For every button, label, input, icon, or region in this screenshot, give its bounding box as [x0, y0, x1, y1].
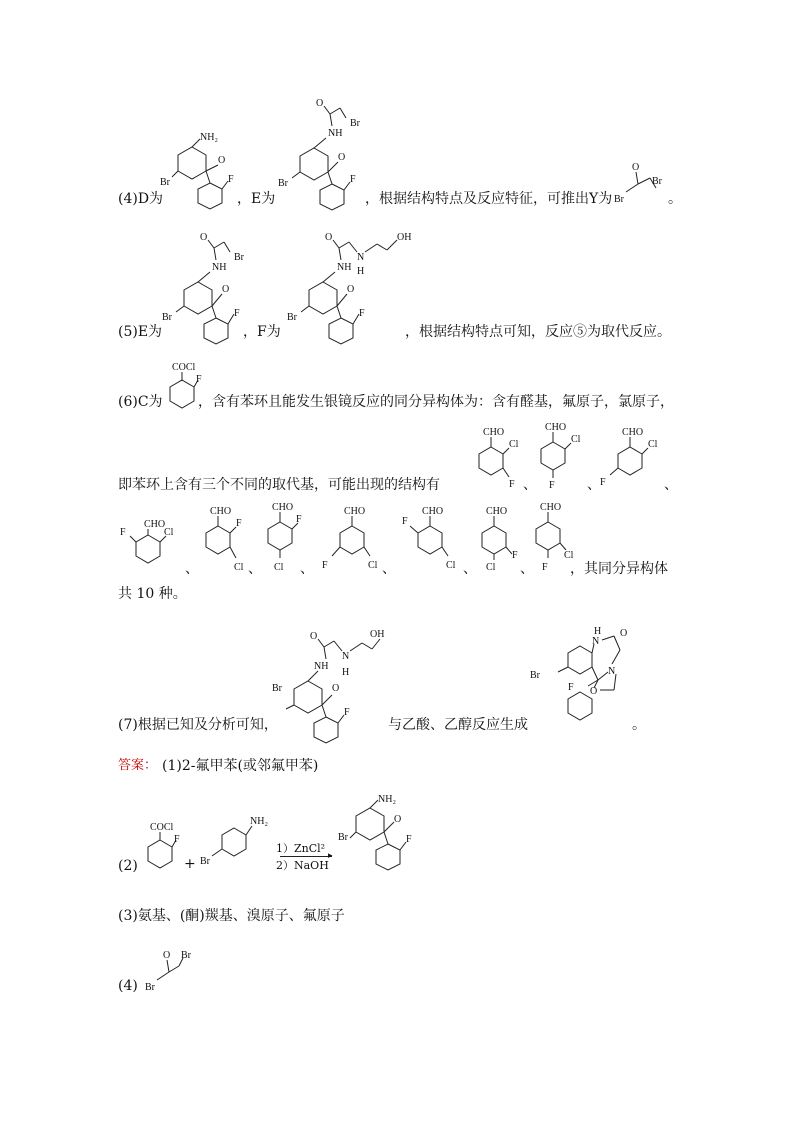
svg-text:Br: Br: [272, 683, 282, 694]
svg-text:CHO: CHO: [622, 427, 644, 438]
q6-text-5: 共 10 种。: [118, 586, 187, 602]
svg-text:NH: NH: [212, 262, 227, 273]
svg-text:F: F: [344, 707, 350, 718]
separator: 、: [463, 561, 477, 577]
separator: 、: [664, 477, 678, 493]
q6-text-4: ，其同分异构体: [570, 561, 668, 577]
answer-4-label: (4): [118, 978, 138, 994]
svg-text:N: N: [592, 636, 600, 647]
svg-text:Cl: Cl: [571, 434, 581, 445]
separator: 、: [248, 561, 262, 577]
svg-text:CHO: CHO: [422, 506, 444, 517]
separator: 、: [185, 561, 199, 577]
q4-text-4: 。: [668, 191, 682, 207]
svg-text:O: O: [325, 232, 333, 243]
svg-text:COCl: COCl: [172, 362, 196, 373]
svg-text:O: O: [218, 155, 226, 166]
svg-text:Br: Br: [234, 252, 244, 263]
svg-text:O: O: [316, 98, 324, 109]
svg-text:Br: Br: [338, 832, 348, 843]
svg-text:F: F: [228, 174, 234, 185]
q5-text-3: ，根据结构特点可知，反应⑤为取代反应。: [405, 324, 671, 340]
svg-text:F: F: [568, 682, 574, 693]
isomer-1: [473, 425, 523, 490]
svg-text:N: N: [342, 651, 350, 662]
separator: 、: [520, 561, 534, 577]
svg-text:O: O: [163, 950, 171, 961]
svg-text:Br: Br: [278, 178, 288, 189]
q6-text-3: 即苯环上含有三个不同的取代基，可能出现的结构有: [118, 477, 440, 493]
svg-text:O: O: [590, 686, 598, 697]
svg-text:N: N: [357, 252, 365, 263]
isomer-4: [118, 505, 178, 570]
svg-text:CHO: CHO: [144, 519, 166, 530]
svg-text:O: O: [338, 152, 346, 163]
svg-text:Br: Br: [160, 177, 170, 188]
svg-text:F: F: [509, 479, 515, 490]
svg-text:F: F: [542, 562, 548, 573]
structure-d: [160, 125, 240, 215]
svg-text:CHO: CHO: [483, 427, 505, 438]
reaction-condition-2: 2）NaOH: [276, 859, 329, 872]
svg-text:NH: NH: [314, 661, 329, 672]
svg-text:H: H: [594, 626, 602, 637]
svg-text:Br: Br: [350, 118, 360, 129]
svg-text:Br: Br: [652, 176, 662, 187]
svg-text:F: F: [120, 527, 126, 538]
svg-text:F: F: [234, 308, 240, 319]
svg-text:OH: OH: [370, 629, 385, 640]
svg-text:Cl: Cl: [509, 439, 519, 450]
svg-text:Br: Br: [614, 194, 624, 205]
svg-text:F: F: [600, 477, 606, 488]
structure-f: [287, 228, 417, 348]
isomer-7: [318, 500, 388, 575]
isomer-3: [598, 425, 658, 490]
arrow-head: ▸: [328, 851, 333, 861]
structure-e-2: [162, 228, 247, 348]
answer-3: (3)氨基、(酮)羰基、溴原子、氟原子: [118, 908, 345, 924]
svg-text:O: O: [620, 628, 628, 639]
svg-text:F: F: [296, 514, 302, 525]
svg-text:Br: Br: [181, 950, 191, 961]
svg-text:F: F: [549, 480, 555, 491]
separator: 、: [587, 477, 601, 493]
svg-text:F: F: [402, 516, 408, 527]
svg-text:O: O: [222, 284, 230, 295]
svg-text:Cl: Cl: [274, 562, 284, 573]
answer-2-label: (2): [118, 858, 138, 874]
svg-text:CHO: CHO: [545, 422, 567, 433]
separator: 、: [300, 561, 314, 577]
svg-text:Br: Br: [530, 670, 540, 681]
reaction-condition-1: 1）ZnCl²: [276, 842, 326, 855]
separator: 、: [382, 561, 396, 577]
answer-label: 答案：: [118, 758, 158, 773]
svg-text:CHO: CHO: [540, 502, 562, 513]
svg-text:F: F: [512, 550, 518, 561]
structure-product: [528, 622, 638, 727]
svg-text:F: F: [174, 834, 180, 845]
q6-text-2: ，含有苯环且能发生银镜反应的同分异构体为：含有醛基，氟原子，氯原子，: [198, 394, 674, 410]
svg-text:NH: NH: [337, 262, 352, 273]
svg-text:F: F: [322, 560, 328, 571]
svg-text:F: F: [350, 174, 356, 185]
structure-y: [612, 160, 672, 210]
svg-text:H: H: [342, 667, 350, 678]
answer-2-reactant-1: [140, 820, 185, 872]
isomer-9: [478, 500, 523, 575]
svg-text:O: O: [632, 162, 640, 173]
svg-text:OH: OH: [397, 232, 412, 243]
answer-2-reactant-2: [198, 812, 278, 872]
svg-text:Cl: Cl: [234, 562, 244, 573]
svg-text:NH: NH: [328, 128, 343, 139]
svg-text:Br: Br: [145, 982, 155, 993]
svg-text:COCl: COCl: [150, 822, 174, 833]
answer-4-structure: [143, 948, 203, 993]
structure-c: [162, 360, 204, 412]
svg-text:F: F: [359, 308, 365, 319]
svg-text:F: F: [406, 834, 412, 845]
svg-text:CHO: CHO: [272, 502, 294, 513]
svg-text:Br: Br: [287, 312, 297, 323]
svg-text:O: O: [200, 232, 208, 243]
svg-text:Cl: Cl: [564, 550, 574, 561]
q4-text-2: ，E为: [237, 191, 276, 207]
svg-text:N: N: [608, 666, 616, 677]
svg-text:H: H: [357, 266, 365, 277]
q4-text-1: (4)D为: [118, 191, 164, 207]
q5-text-2: ，F为: [243, 324, 281, 340]
svg-text:CHO: CHO: [210, 506, 232, 517]
structure-f-reactant: [270, 625, 400, 745]
svg-text:Br: Br: [162, 312, 172, 323]
separator: 、: [523, 477, 537, 493]
q7-text-2: 与乙酸、乙醇反应生成: [388, 717, 528, 733]
svg-text:F: F: [236, 518, 242, 529]
svg-text:F: F: [196, 374, 202, 385]
svg-text:NH₂: NH₂: [250, 816, 268, 827]
svg-text:NH₂: NH₂: [200, 132, 218, 143]
q6-text-1: (6)C为: [118, 394, 163, 410]
svg-text:Cl: Cl: [446, 560, 456, 571]
structure-e: [278, 92, 368, 217]
plus-sign: +: [184, 856, 196, 872]
reaction-arrow: [280, 856, 332, 857]
q4-text-3: ，根据结构特点及反应特征，可推出Y为: [365, 191, 613, 207]
svg-text:O: O: [394, 814, 402, 825]
q7-text-1: (7)根据已知及分析可知，: [118, 717, 278, 733]
answer-2-product: [338, 792, 418, 882]
isomer-8: [400, 500, 465, 575]
svg-text:Cl: Cl: [648, 439, 658, 450]
svg-text:Cl: Cl: [486, 562, 496, 573]
svg-text:CHO: CHO: [344, 506, 366, 517]
isomer-2: [535, 420, 585, 490]
svg-text:O: O: [347, 284, 355, 295]
svg-text:NH₂: NH₂: [378, 794, 396, 805]
svg-text:CHO: CHO: [486, 506, 508, 517]
svg-text:Cl: Cl: [368, 560, 378, 571]
svg-text:O: O: [310, 631, 318, 642]
svg-text:Cl: Cl: [164, 527, 174, 538]
isomer-5: [200, 500, 255, 575]
answer-1: (1)2-氟甲苯(或邻氟甲苯): [162, 758, 319, 774]
svg-text:O: O: [332, 683, 340, 694]
q7-text-3: 。: [632, 717, 646, 733]
svg-text:Br: Br: [200, 856, 210, 867]
q5-text-1: (5)E为: [118, 324, 163, 340]
